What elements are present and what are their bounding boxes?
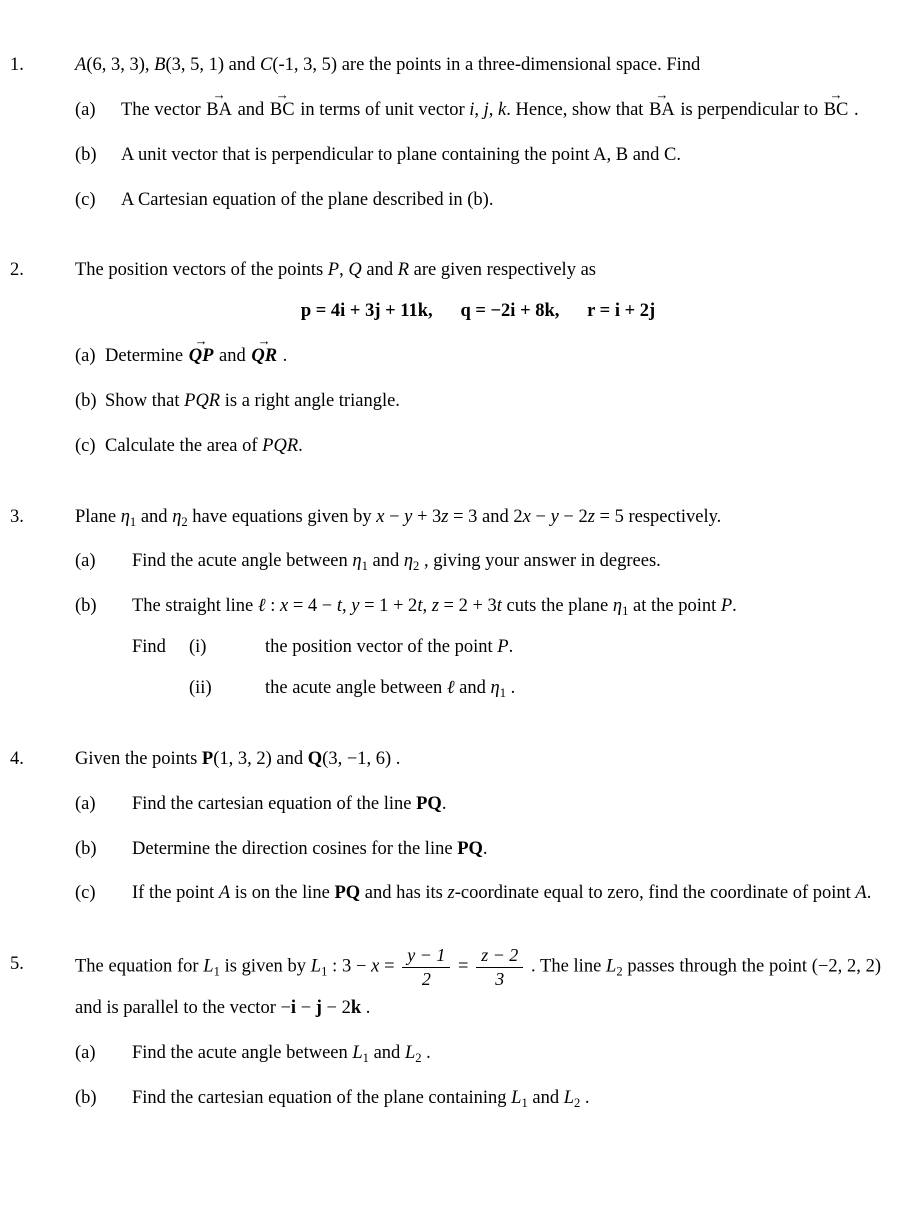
text-run: the acute angle between: [265, 677, 447, 698]
bold-run: k: [350, 998, 362, 1019]
text-run: A Cartesian equation of the plane described in (b).: [121, 189, 494, 210]
subscript: 1: [129, 514, 137, 529]
italic-run: k: [498, 99, 507, 120]
question-part: [75, 830, 881, 869]
question-number: 1.: [10, 55, 24, 75]
subrow-label: (ii): [189, 677, 212, 698]
text-run: The position vectors of the points: [75, 260, 328, 281]
bold-run: i: [290, 998, 297, 1019]
subscript: 1: [499, 685, 506, 700]
text-run: (1, 3, 2) and: [213, 748, 308, 769]
question: [10, 740, 881, 913]
text-run: in terms of unit vector: [295, 99, 470, 120]
italic-run: L: [511, 1088, 522, 1109]
text-run: [433, 301, 461, 321]
vector-arrow: → QR: [250, 345, 278, 367]
part-content: [132, 874, 881, 913]
text-run: .: [278, 346, 288, 367]
text-run: and: [232, 99, 269, 120]
bold-run: P: [201, 748, 214, 769]
part-label: (a): [75, 551, 96, 572]
question-part: [75, 1079, 881, 1118]
part-label: (c): [75, 435, 96, 456]
fraction-denominator: 2: [421, 968, 431, 989]
part-content: [121, 136, 881, 175]
italic-run: η: [612, 596, 623, 617]
italic-run: L: [203, 956, 214, 977]
text-run: .: [580, 1088, 590, 1109]
italic-run: P: [327, 260, 340, 281]
question-intro: [75, 498, 881, 537]
italic-run: P: [720, 596, 733, 617]
text-run: .: [506, 677, 516, 698]
text-run: the position vector of the point: [265, 637, 498, 658]
italic-run: B: [154, 55, 166, 75]
subscript: 1: [321, 964, 328, 979]
text-run: Determine: [105, 346, 188, 367]
text-run: −: [530, 506, 551, 527]
italic-run: Q: [348, 260, 362, 281]
part-content: [132, 1034, 881, 1073]
text-run: and: [361, 260, 398, 281]
subscript: 2: [413, 559, 420, 574]
text-run: Find the cartesian equation of the line: [132, 793, 417, 814]
text-run: are given respectively as: [409, 260, 596, 281]
text-run: = 3 and 2: [448, 506, 523, 527]
question-part: [75, 382, 881, 421]
question-body: [75, 740, 881, 913]
question-body: [75, 46, 881, 219]
italic-run: P: [497, 637, 509, 658]
text-run: ,: [488, 99, 499, 120]
question-number: 4.: [10, 748, 24, 769]
text-run: -coordinate equal to zero, find the coordinate of point: [454, 883, 856, 904]
text-run: Find the cartesian equation of the plane containing: [132, 1088, 512, 1109]
text-run: and: [136, 506, 173, 527]
subscript: 1: [622, 604, 629, 619]
text-run: is given by: [219, 956, 311, 977]
text-run: ,: [339, 260, 349, 281]
question-number: 2.: [10, 260, 24, 281]
question-part: [75, 136, 881, 175]
question-part: [75, 874, 881, 913]
question-body: [75, 945, 881, 1118]
part-content: [121, 181, 881, 220]
question-part: [75, 337, 881, 376]
subscript: 1: [521, 1096, 528, 1111]
text-run: + 3: [412, 506, 442, 527]
text-run: Show that: [105, 390, 185, 411]
text-run: (−2, 2, 2): [811, 956, 882, 977]
text-run: The vector: [121, 99, 206, 120]
text-run: and: [454, 677, 491, 698]
vector-arrow: → BC: [823, 99, 850, 121]
italic-run: ℓ: [257, 596, 266, 617]
text-run: (3, −1, 6) .: [322, 748, 401, 769]
bold-run: PQ: [334, 883, 361, 904]
part-label: (b): [75, 596, 97, 617]
text-run: =: [379, 956, 400, 977]
text-run: .: [866, 883, 872, 904]
subscript: 2: [415, 1051, 422, 1066]
part-content: [132, 542, 881, 581]
italic-run: j: [483, 99, 489, 120]
text-run: (-1, 3, 5) are the points in a three-dimensional space. Find: [272, 55, 701, 75]
text-run: Calculate the area of: [105, 435, 263, 456]
part-content: [121, 91, 881, 130]
subrow-lead: Find: [132, 637, 166, 658]
text-run: −: [384, 506, 405, 527]
italic-run: L: [563, 1088, 574, 1109]
text-run: = 4 −: [288, 596, 337, 617]
bold-run: Q: [307, 748, 323, 769]
text-run: and: [367, 551, 404, 572]
part-content: [132, 1079, 881, 1118]
vector-arrow: → BA: [648, 99, 676, 121]
subscript: 2: [574, 1096, 581, 1111]
bold-run: q = −2i + 8k,: [460, 301, 560, 322]
bold-run: r = i + 2j: [587, 301, 656, 322]
italic-run: y: [351, 596, 360, 617]
text-run: .: [732, 596, 737, 617]
italic-run: y: [404, 506, 413, 527]
italic-run: L: [310, 956, 322, 977]
italic-run: t: [336, 596, 342, 617]
part-content: [132, 587, 881, 626]
text-run: If the point: [132, 883, 219, 904]
fraction-numerator: z − 2: [476, 945, 523, 968]
question-body: [75, 251, 881, 465]
text-run: ,: [474, 99, 484, 120]
text-run: is on the line: [230, 883, 335, 904]
question-intro: [75, 251, 881, 290]
vector-arrow: → BA: [205, 99, 233, 121]
text-run: .: [298, 435, 303, 456]
part-label: (c): [75, 189, 96, 210]
subrow-content: [265, 669, 881, 708]
text-run: is perpendicular to: [675, 99, 823, 120]
italic-run: PQR: [262, 435, 299, 456]
italic-run: y: [550, 506, 559, 527]
text-run: .: [421, 1043, 431, 1064]
bold-run: j: [315, 998, 322, 1019]
part-label: (a): [75, 793, 96, 814]
italic-run: x: [376, 506, 385, 527]
fraction-denominator: 3: [495, 968, 505, 989]
italic-run: η: [403, 551, 414, 572]
text-run: and has its: [360, 883, 448, 904]
text-run: = 1 + 2: [359, 596, 418, 617]
question: [10, 498, 881, 708]
part-content: [132, 830, 881, 869]
subscript: 1: [362, 1051, 369, 1066]
vector-arrow: → QP: [188, 345, 215, 367]
question-part: [75, 542, 881, 581]
italic-run: z: [441, 506, 449, 527]
question-intro: [75, 945, 881, 1028]
text-run: − 2: [321, 998, 351, 1019]
italic-run: L: [404, 1043, 416, 1064]
text-run: (6, 3, 3),: [86, 55, 155, 75]
italic-run: x: [371, 956, 380, 977]
questions: [10, 46, 881, 1118]
text-run: [559, 301, 587, 321]
text-run: .: [361, 998, 371, 1019]
text-run: = 5 respectively.: [594, 506, 722, 527]
question-body: [75, 498, 881, 708]
italic-run: z: [587, 506, 595, 527]
text-run: and: [527, 1088, 564, 1109]
subscript: 1: [213, 964, 220, 979]
question-part: [75, 1034, 881, 1073]
part-label: (a): [75, 346, 96, 367]
text-run: =: [453, 956, 474, 977]
italic-run: z: [431, 596, 439, 617]
part-content: [105, 337, 881, 376]
italic-run: A: [218, 883, 231, 904]
question-part: [75, 91, 881, 130]
text-run: .: [441, 793, 447, 814]
text-run: ,: [341, 596, 352, 617]
fraction-numerator: y − 1: [402, 945, 450, 968]
part-label: (b): [75, 838, 97, 859]
equation-line: [75, 292, 881, 331]
italic-run: η: [172, 506, 182, 527]
question-part: [75, 587, 881, 626]
part-label: (c): [75, 883, 96, 904]
question-part: [75, 427, 881, 466]
text-run: = 2 + 3: [438, 596, 497, 617]
text-run: have equations given by: [187, 506, 377, 527]
part-label: (a): [75, 99, 96, 120]
text-run: A unit vector that is perpendicular to plane containing the point A, B and C.: [121, 144, 682, 165]
question: [10, 251, 881, 465]
italic-run: C: [260, 55, 273, 75]
text-run: − 2: [558, 506, 588, 527]
italic-run: t: [496, 596, 502, 617]
question: [10, 46, 881, 219]
subrow-label: (i): [189, 637, 207, 658]
vector-arrow: → BC: [269, 99, 296, 121]
part-subrow: [132, 628, 881, 667]
text-run: .: [849, 99, 859, 120]
text-run: and: [214, 346, 251, 367]
question-number: 5.: [10, 954, 24, 975]
subrow-content: [265, 628, 881, 667]
italic-run: η: [120, 506, 130, 527]
italic-run: z: [447, 883, 455, 904]
text-run: is a right angle triangle.: [220, 390, 400, 411]
italic-run: L: [606, 956, 617, 977]
part-label: (a): [75, 1043, 96, 1064]
part-subrow: [132, 669, 881, 708]
fraction: [476, 945, 523, 989]
italic-run: A: [75, 55, 87, 75]
fraction: [402, 945, 450, 989]
text-run: Given the points: [75, 748, 202, 769]
bold-run: PQ: [416, 793, 442, 814]
text-run: and is parallel to the vector −: [75, 998, 291, 1019]
italic-run: t: [417, 596, 423, 617]
text-run: The equation for: [75, 956, 204, 977]
text-run: (3, 5, 1) and: [165, 55, 260, 75]
question-number: 3.: [10, 506, 24, 527]
part-label: (b): [75, 1088, 97, 1109]
text-run: Plane: [75, 506, 121, 527]
text-run: :: [265, 596, 280, 617]
text-run: cuts the plane: [501, 596, 613, 617]
text-run: ,: [422, 596, 432, 617]
subscript: 2: [616, 964, 623, 979]
text-run: at the point: [628, 596, 721, 617]
italic-run: ℓ: [446, 677, 455, 698]
subrow-lead: [132, 669, 189, 708]
italic-run: x: [522, 506, 531, 527]
question-part: [75, 181, 881, 220]
text-run: and: [368, 1043, 405, 1064]
italic-run: PQR: [184, 390, 221, 411]
subscript: 2: [181, 514, 188, 529]
text-run: , giving your answer in degrees.: [419, 551, 661, 572]
question-part: [75, 785, 881, 824]
bold-run: PQ: [457, 838, 483, 859]
question-intro: [75, 740, 881, 779]
text-run: : 3 −: [327, 956, 372, 977]
italic-run: x: [279, 596, 289, 617]
italic-run: i: [469, 99, 475, 120]
text-run: .: [508, 637, 514, 658]
text-run: The straight line: [132, 596, 258, 617]
italic-run: A: [855, 883, 867, 904]
text-run: Find the acute angle between: [132, 551, 353, 572]
question-intro: [75, 46, 881, 85]
question: [10, 945, 881, 1118]
text-run: Determine the direction cosines for the line: [132, 838, 458, 859]
part-content: [105, 427, 881, 466]
bold-run: p = 4i + 3j + 11k,: [300, 301, 433, 322]
text-run: .: [482, 838, 488, 859]
part-label: (b): [75, 144, 97, 165]
italic-run: η: [490, 677, 500, 698]
text-run: −: [296, 998, 316, 1019]
italic-run: η: [352, 551, 362, 572]
italic-run: R: [397, 260, 410, 281]
part-label: (b): [75, 390, 97, 411]
text-run: . Hence, show that: [506, 99, 649, 120]
part-content: [132, 785, 881, 824]
italic-run: L: [352, 1043, 363, 1064]
text-run: Find the acute angle between: [132, 1043, 353, 1064]
part-content: [105, 382, 881, 421]
text-run: . The line: [526, 956, 607, 977]
text-run: passes through the point: [622, 956, 812, 977]
subscript: 1: [361, 559, 368, 574]
